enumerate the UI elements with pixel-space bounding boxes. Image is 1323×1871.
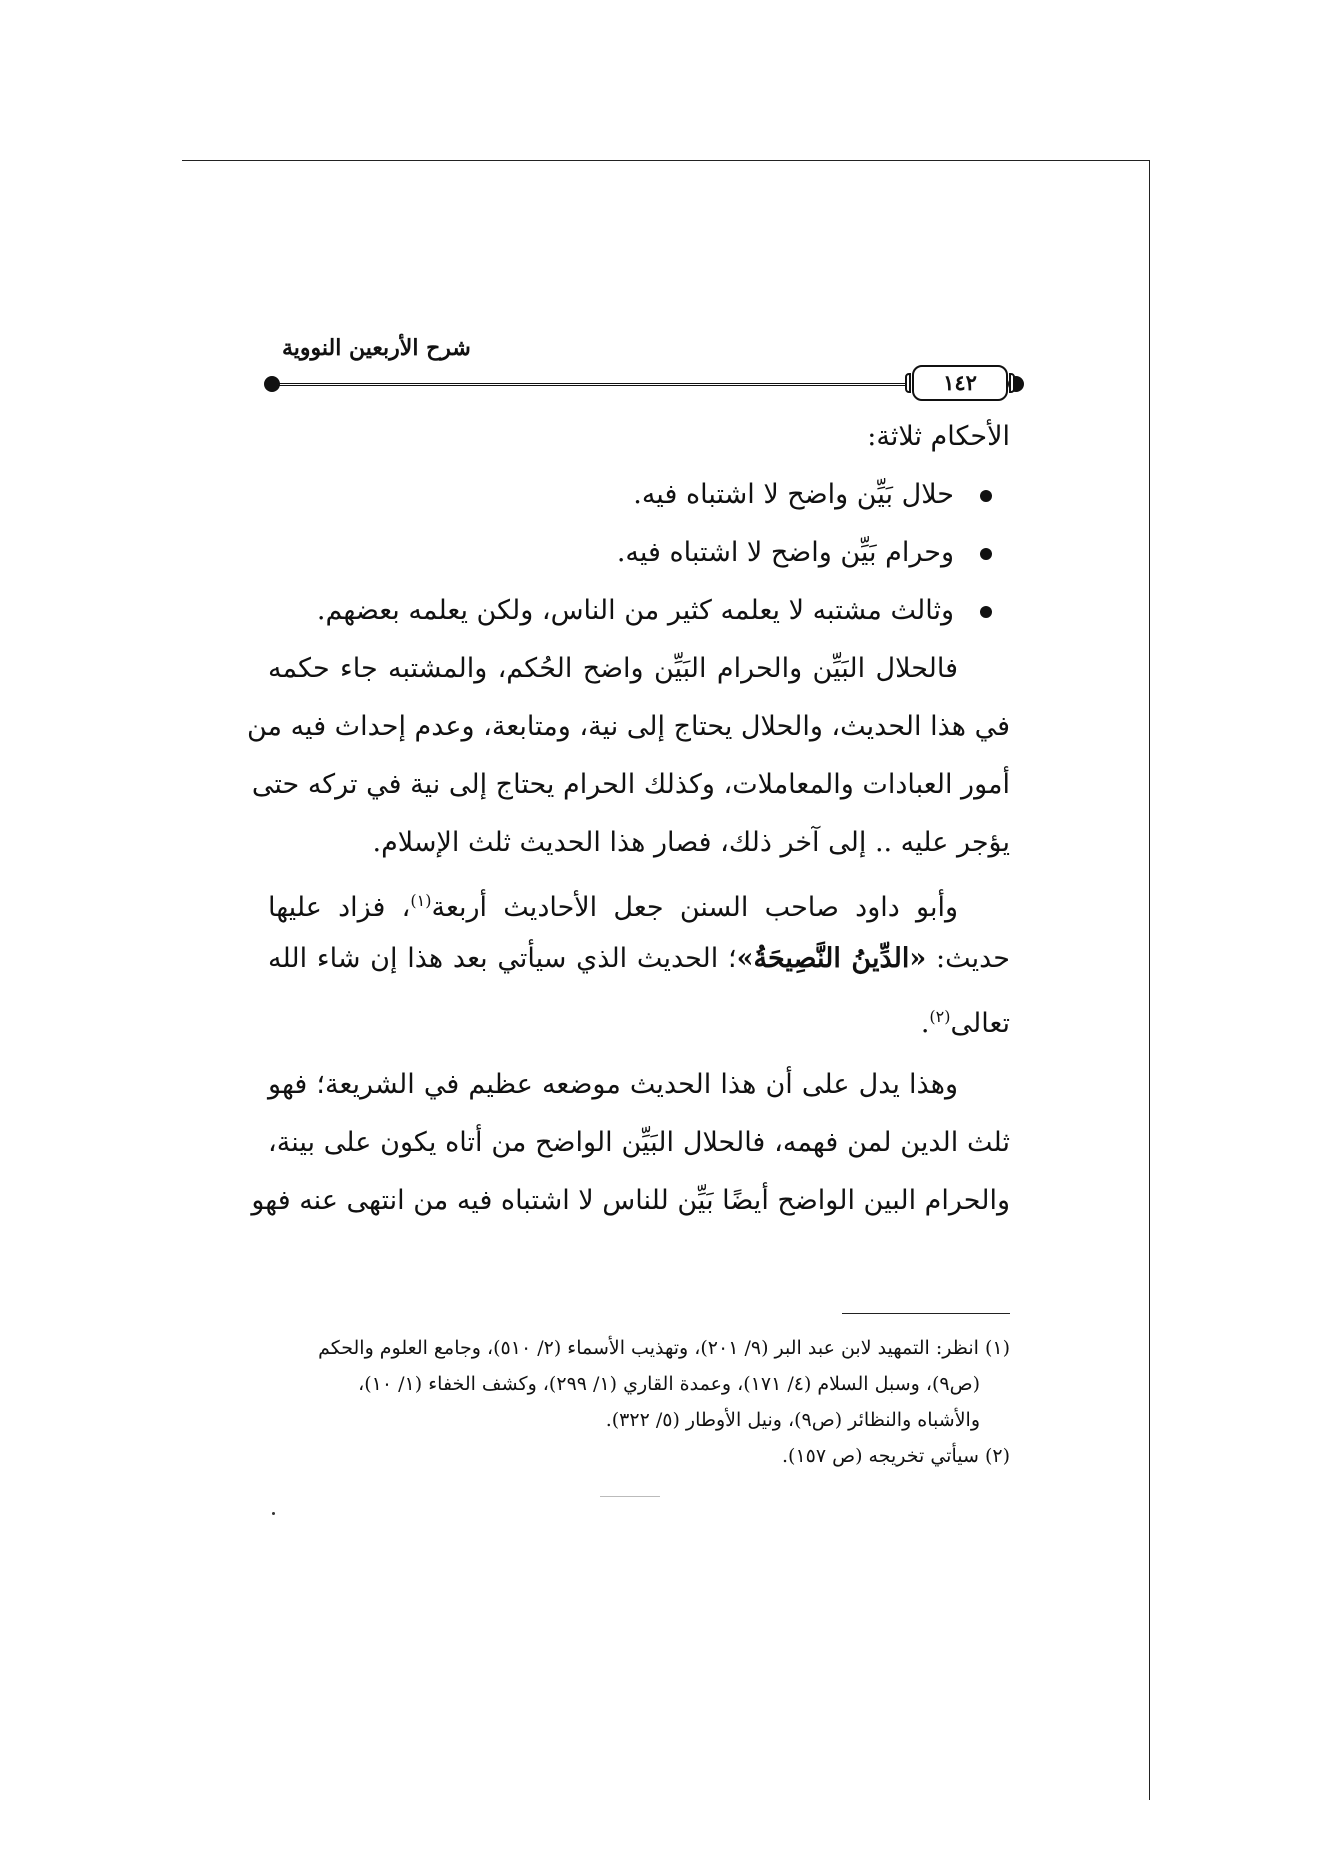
hadith-quote: «الدِّينُ النَّصِيحَةُ»: [736, 943, 927, 974]
paragraph-line: أمور العبادات والمعاملات، وكذلك الحرام يحتاج إلى نية في تركه حتى: [251, 769, 1010, 800]
bullet-icon: [980, 548, 992, 560]
page-number: ١٤٢: [912, 365, 1008, 401]
footnote-ref[interactable]: (٢): [929, 1007, 951, 1026]
footnote-ref[interactable]: (١): [410, 891, 432, 910]
running-header: [264, 335, 1024, 395]
list-item: وثالث مشتبه لا يعلمه كثير من الناس، ولكن يعلمه بعضهم.: [268, 582, 1010, 640]
paragraph-line: فالحلال البَيِّن والحرام البَيِّن واضح الحُكم، والمشتبه جاء حكمه: [268, 653, 958, 684]
paragraph-line: والحرام البين الواضح أيضًا بَيِّن للناس لا اشتباه فيه من انتهى عنه فهو: [251, 1185, 1010, 1216]
scan-artifact-dot: [272, 1512, 275, 1515]
header-double-rule: [276, 383, 906, 386]
list-item: وحرام بَيِّن واضح لا اشتباه فيه.: [268, 524, 1010, 582]
paragraph-line: ثلث الدين لمن فهمه، فالحلال البَيِّن الواضح من أتاه يكون على بينة،: [268, 1127, 1010, 1158]
paragraph-line: في هذا الحديث، والحلال يحتاج إلى نية، ومتابعة، وعدم إحداث فيه من: [246, 711, 1010, 742]
list-item: حلال بَيِّن واضح لا اشتباه فيه.: [268, 466, 1010, 524]
intro-line: الأحكام ثلاثة:: [867, 421, 1010, 452]
paragraph-line: وأبو داود صاحب السنن جعل الأحاديث أربعة$^{(١)}$، فزاد عليها: [268, 891, 959, 923]
paragraph-line: وهذا يدل على أن هذا الحديث موضعه عظيم في الشريعة؛ فهو: [268, 1069, 958, 1100]
header-left-dot-ornament: [264, 376, 280, 392]
footnote-line: (١) انظر: التمهيد لابن عبد البر (٩/ ٢٠١)، وتهذيب الأسماء (٢/ ٥١٠)، وجامع العلوم والحكم: [318, 1337, 1010, 1359]
footnote-separator: [842, 1313, 1010, 1314]
book-title: شرح الأربعين النووية: [282, 335, 471, 361]
paragraph-line: حديث: «الدِّينُ النَّصِيحَةُ»؛ الحديث الذي سيأتي بعد هذا إن شاء الله: [268, 943, 1011, 974]
footnote-line: (ص٩)، وسبل السلام (٤/ ١٧١)، وعمدة القاري (١/ ٢٩٩)، وكشف الخفاء (١/ ١٠)،: [358, 1373, 980, 1395]
paragraph-line: يؤجر عليه .. إلى آخر ذلك، فصار هذا الحديث ثلث الإسلام.: [372, 827, 1010, 858]
footnote-line: (٢) سيأتي تخريجه (ص ١٥٧).: [781, 1445, 1010, 1467]
bullet-icon: [980, 606, 992, 618]
page-trim-right-line: [1149, 160, 1150, 1800]
page-trim-top-line: [182, 160, 1150, 161]
bullet-icon: [980, 490, 992, 502]
footnote-line: والأشباه والنظائر (ص٩)، ونيل الأوطار (٥/ ٣٢٢).: [605, 1409, 980, 1431]
paragraph-line: تعالى$^{(٢)}$.: [920, 1007, 1010, 1039]
scan-artifact-line: [600, 1496, 660, 1497]
